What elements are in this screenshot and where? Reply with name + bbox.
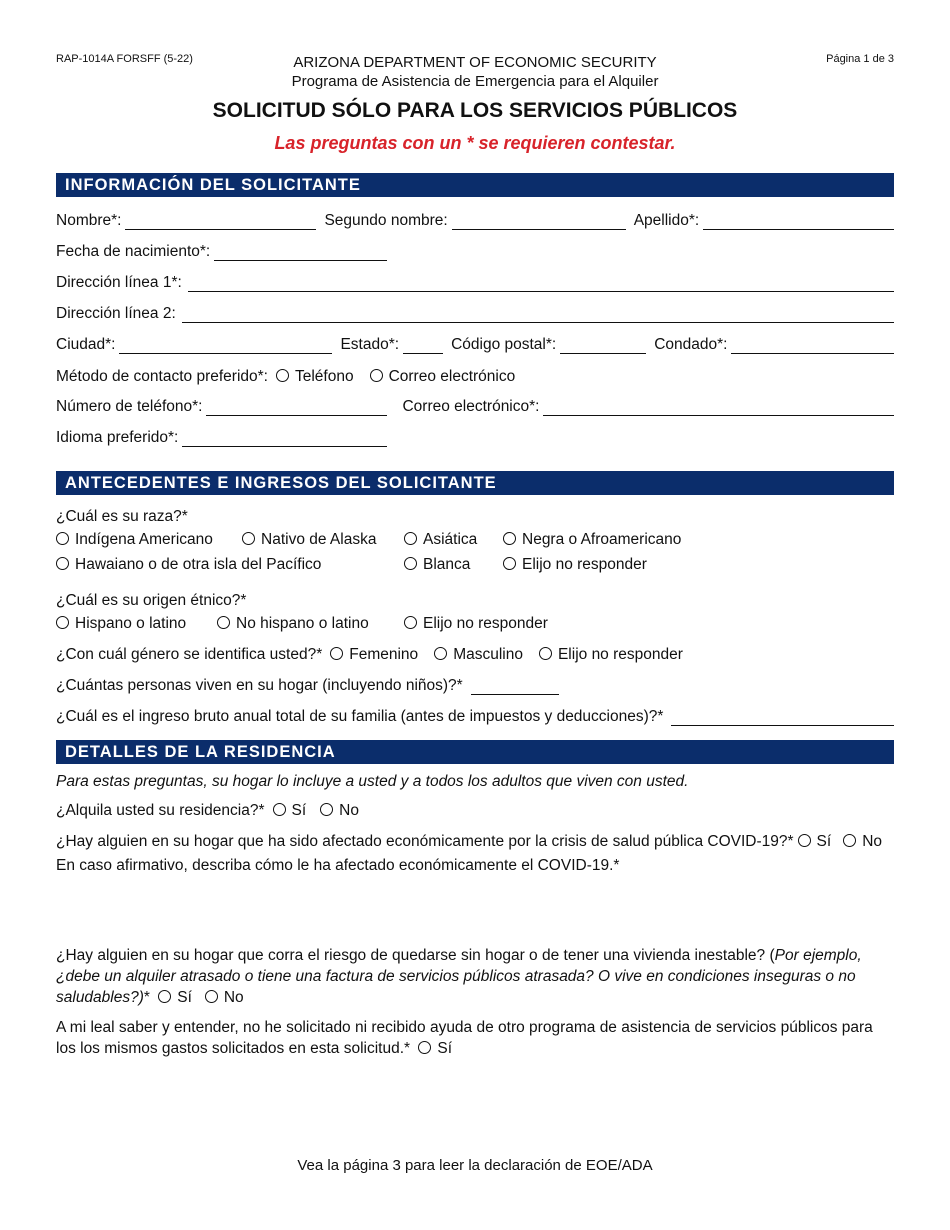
income-field[interactable] (671, 708, 894, 726)
radio-ethnic-hispanic[interactable] (56, 616, 69, 629)
birth-date-label: Fecha de nacimiento*: (56, 243, 211, 260)
covid-question: ¿Hay alguien en su hogar que ha sido afectado económicamente por la crisis de salud pública COVID-19?* (56, 833, 794, 850)
household-field[interactable] (471, 677, 559, 695)
other-program-question: A mi leal saber y entender, no he solicitado ni recibido ayuda de otro programa de asistencia de servicios públicos para los los mismos gastos solicitados en esta solicitud.* (56, 1019, 873, 1057)
income-row (56, 708, 894, 726)
birth-row (56, 243, 894, 261)
covid-row (56, 833, 894, 851)
state-field[interactable] (403, 336, 443, 354)
section-residence: DETALLES DE LA RESIDENCIA (56, 740, 894, 764)
household-question: ¿Cuántas personas viven en su hogar (incluyendo niños)?* (56, 677, 463, 694)
section-applicant-info: INFORMACIÓN DEL SOLICITANTE (56, 173, 894, 197)
language-row (56, 429, 894, 447)
covid-yes-label: Sí (816, 833, 832, 850)
rent-row (56, 802, 894, 820)
household-row (56, 677, 894, 695)
city-row (56, 336, 894, 354)
other-program-block (56, 1017, 894, 1059)
radio-ethnic-non-hispanic[interactable] (217, 616, 230, 629)
race-question: ¿Cuál es su raza?* (56, 508, 188, 525)
covid-description-area[interactable] (56, 878, 894, 940)
address1-label: Dirección línea 1*: (56, 274, 182, 291)
radio-rent-no[interactable] (320, 803, 333, 816)
agency-name: ARIZONA DEPARTMENT OF ECONOMIC SECURITY (293, 54, 657, 71)
ethnic-option: Elijo no responder (423, 615, 548, 632)
last-name-field[interactable] (703, 212, 894, 230)
radio-homeless-no[interactable] (205, 990, 218, 1003)
radio-covid-yes[interactable] (798, 834, 811, 847)
radio-race-black[interactable] (503, 532, 516, 545)
name-row (56, 212, 894, 230)
race-option: Indígena Americano (75, 531, 213, 548)
ethnic-option: Hispano o latino (75, 615, 187, 632)
other-program-yes-label: Sí (437, 1040, 453, 1057)
address2-row (56, 305, 894, 323)
middle-name-label: Segundo nombre: (324, 212, 448, 229)
form-id: RAP-1014A FORSFF (5-22) (56, 53, 193, 65)
county-field[interactable] (731, 336, 894, 354)
last-name-label: Apellido*: (633, 212, 700, 229)
gender-option: Elijo no responder (557, 646, 683, 663)
first-name-label: Nombre*: (56, 212, 122, 229)
income-question: ¿Cuál es el ingreso bruto anual total de su familia (antes de impuestos y deducciones)?* (56, 708, 664, 725)
gender-option: Masculino (453, 646, 523, 663)
rent-no-label: No (339, 802, 359, 819)
page-title: SOLICITUD SÓLO PARA LOS SERVICIOS PÚBLICOS (212, 99, 738, 122)
gender-row (56, 646, 894, 664)
gender-option: Femenino (349, 646, 419, 663)
agency-header (0, 53, 950, 91)
contact-phone-label: Teléfono (294, 368, 354, 385)
covid-no-label: No (862, 833, 883, 850)
race-option: Elijo no responder (522, 556, 647, 573)
radio-phone[interactable] (276, 369, 289, 382)
race-option: Nativo de Alaska (261, 531, 377, 548)
radio-gender-female[interactable] (330, 647, 343, 660)
rent-yes-label: Sí (291, 802, 307, 819)
phone-email-row (56, 398, 894, 416)
contact-method-label: Método de contacto preferido*: (56, 368, 268, 385)
radio-race-no-answer[interactable] (503, 557, 516, 570)
radio-email[interactable] (370, 369, 383, 382)
homeless-required-mark: * (143, 989, 150, 1006)
section-background-income: ANTECEDENTES E INGRESOS DEL SOLICITANTE (56, 471, 894, 495)
radio-ethnic-no-answer[interactable] (404, 616, 417, 629)
race-option: Asiática (423, 531, 478, 548)
radio-race-alaska[interactable] (242, 532, 255, 545)
radio-rent-yes[interactable] (273, 803, 286, 816)
homeless-question: ¿Hay alguien en su hogar que corra el riesgo de quedarse sin hogar o de tener una vivienda inestable? ( (56, 947, 775, 964)
race-option: Blanca (423, 556, 471, 573)
first-name-field[interactable] (125, 212, 316, 230)
ethnic-option: No hispano o latino (236, 615, 369, 632)
phone-label: Número de teléfono*: (56, 398, 203, 415)
county-label: Condado*: (654, 336, 728, 353)
radio-race-hawaiian[interactable] (56, 557, 69, 570)
radio-race-white[interactable] (404, 557, 417, 570)
contact-email-label: Correo electrónico (388, 368, 516, 385)
homeless-no-label: No (223, 989, 244, 1006)
state-label: Estado*: (340, 336, 400, 353)
zip-field[interactable] (560, 336, 646, 354)
phone-field[interactable] (206, 398, 387, 416)
birth-date-field[interactable] (214, 243, 387, 261)
radio-other-program-yes[interactable] (418, 1041, 431, 1054)
homeless-question-block (56, 945, 894, 1008)
covid-description-prompt: En caso afirmativo, describa cómo le ha afectado económicamente el COVID-19.* (56, 857, 620, 874)
radio-covid-no[interactable] (843, 834, 856, 847)
radio-gender-no-answer[interactable] (539, 647, 552, 660)
middle-name-field[interactable] (452, 212, 626, 230)
gender-question: ¿Con cuál género se identifica usted?* (56, 646, 323, 663)
race-option: Negra o Afroamericano (522, 531, 682, 548)
residence-intro: Para estas preguntas, su hogar lo incluye a usted y a todos los adultos que viven con usted. (56, 773, 689, 790)
radio-race-asian[interactable] (404, 532, 417, 545)
page-number: Página 1 de 3 (826, 53, 894, 65)
homeless-example: Por ejemplo, ¿debe un alquiler atrasado o tiene una factura de servicios públicos atrasada? O vive en condiciones inseguras o no saludables?) (56, 947, 862, 1006)
city-label: Ciudad*: (56, 336, 116, 353)
city-field[interactable] (119, 336, 332, 354)
required-note: Las preguntas con un * se requieren contestar. (274, 133, 676, 153)
address2-field[interactable] (182, 305, 894, 323)
radio-homeless-yes[interactable] (158, 990, 171, 1003)
ethnic-question: ¿Cuál es su origen étnico?* (56, 592, 247, 609)
email-field[interactable] (543, 398, 894, 416)
race-option: Hawaiano o de otra isla del Pacífico (75, 556, 322, 573)
address1-field[interactable] (188, 274, 894, 292)
rent-question: ¿Alquila usted su residencia?* (56, 802, 265, 819)
address1-row (56, 274, 894, 292)
contact-method-row (56, 368, 894, 386)
zip-label: Código postal*: (451, 336, 557, 353)
email-label: Correo electrónico*: (402, 398, 540, 415)
homeless-yes-label: Sí (177, 989, 192, 1006)
language-label: Idioma preferido*: (56, 429, 179, 446)
address2-label: Dirección línea 2: (56, 305, 176, 322)
language-field[interactable] (182, 429, 387, 447)
radio-gender-male[interactable] (434, 647, 447, 660)
footer-note: Vea la página 3 para leer la declaración de EOE/ADA (297, 1157, 653, 1174)
radio-race-indigenous[interactable] (56, 532, 69, 545)
program-name: Programa de Asistencia de Emergencia para el Alquiler (291, 73, 659, 90)
